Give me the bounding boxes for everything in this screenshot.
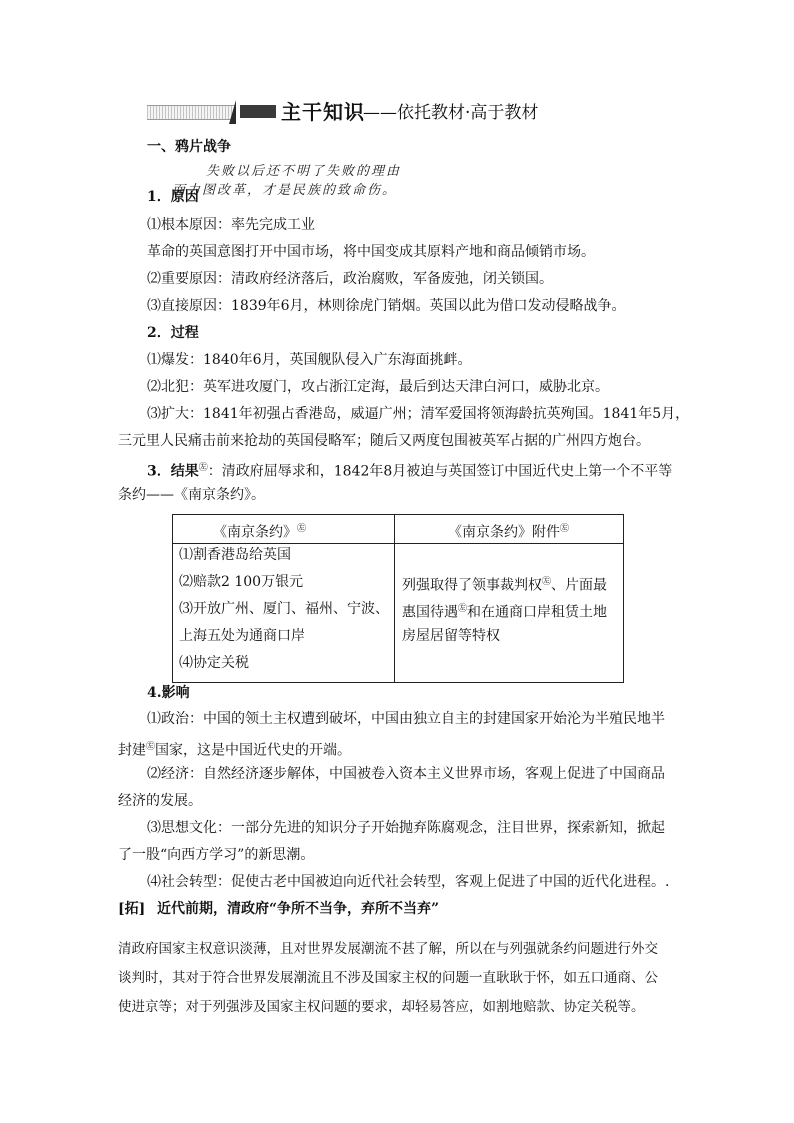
cause-root-detail: 革命的英国意图打开中国市场，将中国变成其原料产地和商品倾销市场。 [147, 244, 595, 260]
extension-title: 近代前期，清政府“争所不当争，弃所不当弃” [157, 901, 440, 917]
section-header-banner [147, 100, 607, 126]
annex-line2: 惠国待遇㊧和在通商口岸租赁土地 [402, 604, 608, 621]
treaty-item-indemnity: ⑵赔款2 100万银元 [179, 574, 304, 590]
result-text: ：清政府屈辱求和，1842年8月被迫与英国签订中国近代史上第一个不平等 [207, 463, 673, 480]
extension-tag: [拓] [118, 901, 146, 917]
process-heading: 2．过程 [147, 325, 199, 341]
extension-line3: 使进京等；对于列强涉及国家主权问题的要求，却轻易答应，如割地赔款、协定关税等。 [118, 999, 645, 1015]
header-decoration-strip [147, 105, 235, 120]
cause-root-label: ⑴根本原因：率先完成工业 [147, 217, 315, 233]
impact-politics-line1: ⑴政治：中国的领土主权遭到破坏，中国由独立自主的封建国家开始沦为半殖民地半 [147, 711, 665, 727]
result-line1 [147, 459, 672, 481]
process-outbreak: ⑴爆发：1840年6月，英国舰队侵入广东海面挑衅。 [147, 352, 472, 368]
impact-politics-line2: 封建㊧国家，这是中国近代史的开端。 [118, 742, 352, 759]
impact-heading: 4.影响 [147, 685, 190, 701]
cause-important: ⑵重要原因：清政府经济落后，政治腐败，军备废弛，闭关锁国。 [147, 271, 553, 287]
cause-heading: 1．原因 [147, 189, 199, 205]
treaty-table [172, 514, 624, 683]
header-title: 主干知识 [281, 100, 365, 124]
result-line2: 条约——《南京条约》。 [118, 487, 265, 503]
annotation-mark-icon: ㊧ [297, 524, 307, 534]
extension-line1: 清政府国家主权意识淡薄，且对世界发展潮流不甚了解，所以在与列强就条约问题进行外交 [118, 941, 658, 957]
impact-society: ⑷社会转型：促使古老中国被迫向近代社会转型，客观上促进了中国的近代化进程。. [147, 874, 670, 890]
annex-line3: 房屋居留等特权 [402, 628, 500, 644]
treaty-item-ports-cont: 上海五处为通商口岸 [179, 628, 305, 644]
treaty-item-tariff: ⑷协定关税 [179, 655, 249, 671]
annex-line1: 列强取得了领事裁判权㊧、片面最 [402, 577, 608, 594]
process-north: ⑵北犯：英军进攻厦门，攻占浙江定海，最后到达天津白河口，威胁北京。 [147, 379, 609, 395]
section-title-opium-war: 一、鸦片战争 [147, 139, 231, 155]
treaty-item-hongkong: ⑴割香港岛给英国 [179, 547, 291, 563]
annotation-mark-icon: ㊧ [560, 524, 570, 534]
annotation-mark-icon: ㊧ [198, 463, 208, 473]
process-expand-line1: ⑶扩大：1841年初强占香港岛，威逼广州；清军爱国将领海龄抗英殉国。1841年5月， [147, 406, 690, 422]
cause-direct: ⑶直接原因：1839年6月，林则徐虎门销烟。英国以此为借口发动侵略战争。 [147, 298, 626, 314]
table-header-treaty: 《南京条约》㊧ [213, 524, 307, 541]
result-heading: 3．结果 [147, 463, 199, 480]
annotation-mark-icon: ㊧ [458, 604, 468, 614]
header-decoration-bar [240, 105, 276, 118]
annotation-mark-icon: ㊧ [542, 577, 552, 587]
handwritten-note-line1: 失败以后还不明了失败的理由 [206, 164, 402, 179]
impact-thought-line2: 了一股“向西方学习”的新思潮。 [118, 847, 315, 863]
table-divider-vertical [394, 515, 395, 682]
table-header-annex: 《南京条约》附件㊧ [448, 524, 570, 541]
header-decoration-slash [229, 100, 236, 124]
impact-economy-line2: 经济的发展。 [118, 793, 202, 809]
treaty-item-ports: ⑶开放广州、厦门、福州、宁波、 [179, 601, 389, 617]
annotation-mark-icon: ㊧ [146, 742, 156, 752]
impact-thought-line1: ⑶思想文化：一部分先进的知识分子开始抛弃陈腐观念，注目世界，探索新知，掀起 [147, 820, 665, 836]
header-subtitle: ——依托教材·高于教材 [363, 103, 539, 123]
impact-economy-line1: ⑵经济：自然经济逐步解体，中国被卷入资本主义世界市场，客观上促进了中国商品 [147, 766, 665, 782]
extension-line2: 谈判时，其对于符合世界发展潮流且不涉及国家主权的问题一直耿耿于怀，如五口通商、公 [118, 970, 658, 986]
process-expand-line2: 三元里人民痛击前来抢劫的英国侵略军；随后又两度包围被英军占据的广州四方炮台。 [118, 433, 650, 449]
table-divider-horizontal [173, 543, 623, 544]
handwritten-note-line2: 而力图改革，才是民族的致命伤。 [172, 183, 398, 198]
